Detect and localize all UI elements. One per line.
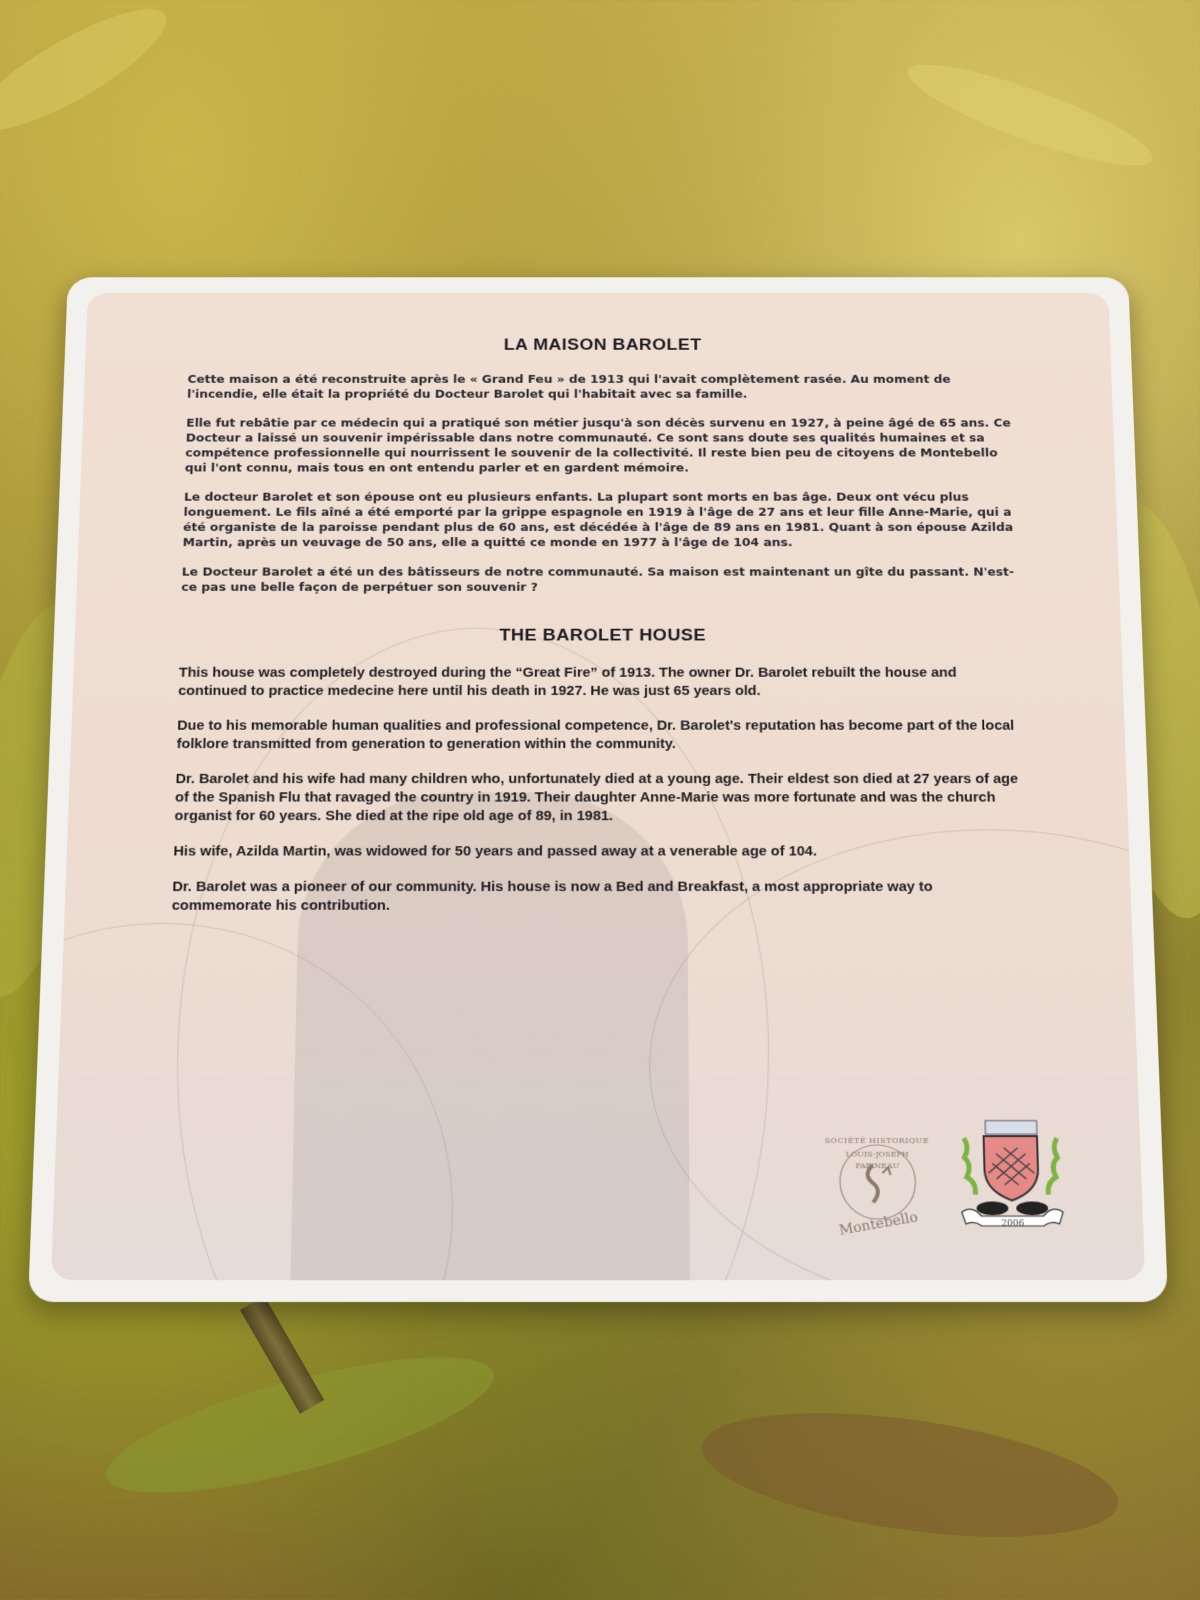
historical-society-seal — [822, 1119, 933, 1239]
grass-blade — [694, 1391, 1125, 1558]
grass-blade — [899, 47, 1160, 183]
paragraph-french-3: Le docteur Barolet et son épouse ont eu plusieurs enfants. La plupart sont morts en bas âge. Deux ont vécu plus longuement. Le fils aîné a été emporté par la grippe espagnole en 1919 à l'âge de 27 ans et leur fille Anne-Marie, qui a été organiste de la paroisse pendant plus de 60 ans, est décédée à l'âge de 89 ans en 1981. Quant à son épouse Azilda Martin, après un veuvage de 50 ans, elle a quitté ce monde en 1977 à l'âge de 104 ans. — [182, 490, 1014, 550]
paragraph-french-1: Cette maison a été reconstruite après le « Grand Feu » de 1913 qui l'avait complètement rasée. Au moment de l'incendie, elle était la propriété du Docteur Barolet qui l'habitait avec sa famille. — [186, 373, 951, 402]
seal-text-name: PAPINEAU — [855, 1161, 900, 1171]
crest-year: 2006 — [1001, 1219, 1025, 1229]
paragraph-french-4: Le Docteur Barolet a été un des bâtisseurs de notre communauté. Sa maison est maintenant un gîte du passant. N'est-ce pas une belle façon de perpétuer son souvenir ? — [181, 565, 1015, 595]
seal-text-middle: LOUIS-JOSEPH — [845, 1149, 909, 1159]
title-french: LA MAISON BAROLET — [503, 335, 702, 355]
paragraph-english-2: Due to his memorable human qualities and professional competence, Dr. Barolet's reputation has become part of the local folklore transmitted from generation to generation within the community. — [176, 717, 1015, 752]
sign-text — [171, 319, 1035, 933]
seal-text-top: SOCIÉTÉ HISTORIQUE — [824, 1136, 930, 1145]
paragraph-english-1: This house was completely destroyed during the “Great Fire” of 1913. The owner Dr. Barolet rebuilt the house and continued to practice medecine here until his death in 1927. He was just 65 years old. — [178, 664, 957, 699]
grass-blade — [0, 0, 180, 151]
seal-text-bottom: Montebello — [837, 1209, 920, 1239]
paragraph-english-3: Dr. Barolet and his wife had many children who, unfortunately died at a young age. Their eldest son died at 27 years of age of the Spanish Flu that ravaged the country in 1919. Their daughter Anne-Marie was more fortunate and was the church organist for 60 years. She died at the ripe old age of 89, in 1981. — [174, 771, 1019, 824]
paragraph-english-5: Dr. Barolet was a pioneer of our community. His house is now a Bed and Breakfast, a most appropriate way to commemorate his contribution. — [171, 878, 933, 914]
title-english: THE BAROLET HOUSE — [499, 626, 707, 645]
paragraph-english-4: His wife, Azilda Martin, was widowed for 50 years and passed away at a venerable age of 104. — [173, 843, 818, 860]
municipal-crest — [955, 1119, 1068, 1246]
historical-sign — [28, 277, 1168, 1302]
paragraph-french-2: Elle fut rebâtie par ce médecin qui a pratiqué son métier jusqu'à son décès survenu en 1927, à peine âgé de 65 ans. Ce Docteur a laissé un souvenir impérissable dans notre communauté. Ce sont sans doute ses qualités humaines et sa compétence professionnelle qui nourrissent le souvenir de la collectivité. Il reste bien peu de citoyens de Montebello qui l'ont connu, mais tous en ont entendu parler et en gardent mémoire. — [184, 416, 1011, 476]
sign-panel — [51, 293, 1145, 1280]
